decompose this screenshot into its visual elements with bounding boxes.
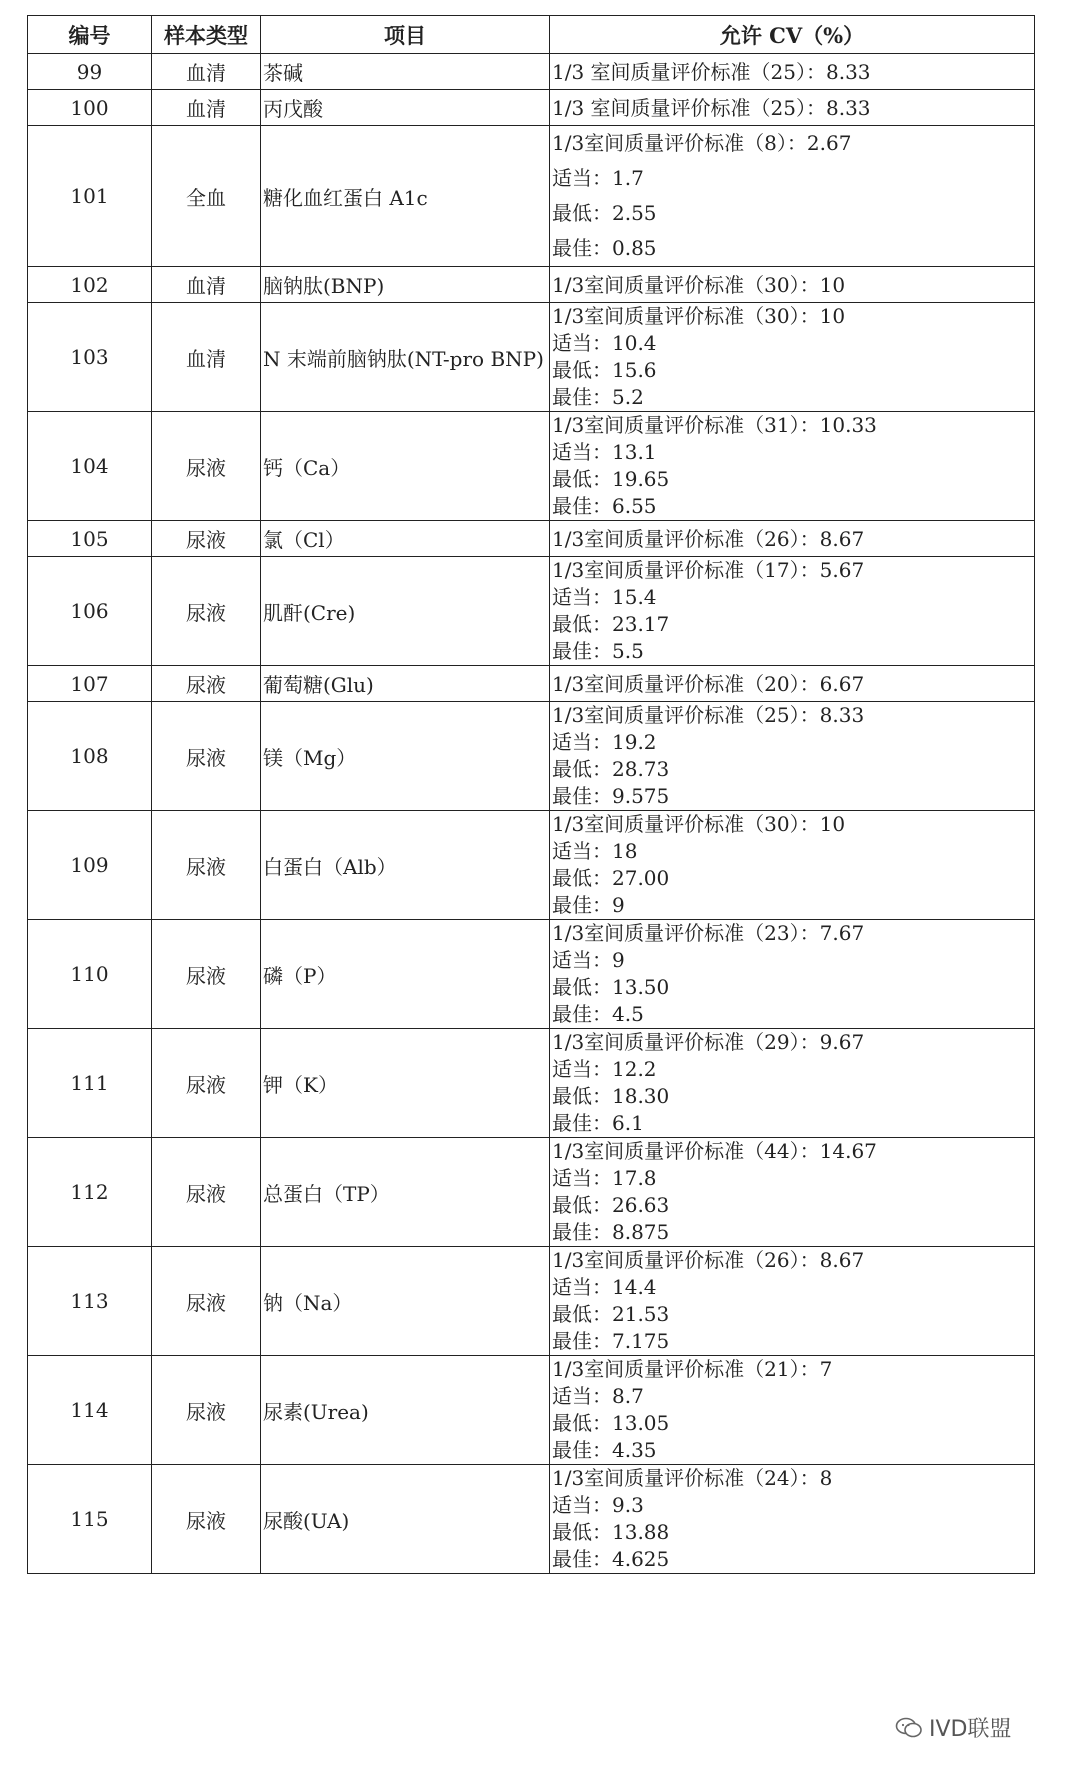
- cv-line: 最佳：8.875: [552, 1220, 670, 1244]
- cell-sample-type: 血清: [152, 267, 261, 303]
- cv-line: 最佳：6.55: [552, 494, 657, 518]
- cell-number: 99: [28, 54, 152, 90]
- cell-sample-type: 尿液: [152, 1465, 261, 1574]
- cell-sample-type: 尿液: [152, 557, 261, 666]
- cv-line: 最低：13.88: [552, 1520, 670, 1544]
- cv-line: 1/3室间质量评价标准（31）：10.33: [552, 413, 877, 437]
- cell-item: 氯（Cl）: [261, 521, 550, 557]
- cell-allowed-cv: [550, 666, 1035, 702]
- cell-sample-type: 尿液: [152, 702, 261, 811]
- cell-allowed-cv: [550, 1465, 1035, 1574]
- table-row: [28, 267, 1035, 303]
- cell-allowed-cv: [550, 90, 1035, 126]
- table-row: [28, 666, 1035, 702]
- table-row: [28, 811, 1035, 920]
- cell-number: 102: [28, 267, 152, 303]
- header-sample-type: 样本类型: [152, 16, 261, 54]
- cell-allowed-cv: [550, 702, 1035, 811]
- cv-line: 最低：13.05: [552, 1411, 670, 1435]
- cv-line: 适当：17.8: [552, 1166, 657, 1190]
- cv-line: 最佳：4.5: [552, 1002, 644, 1026]
- cv-line: 1/3室间质量评价标准（17）：5.67: [552, 558, 865, 582]
- cv-line: 最低：18.30: [552, 1084, 670, 1108]
- cell-sample-type: 尿液: [152, 1029, 261, 1138]
- cv-line: 适当：1.7: [552, 166, 644, 190]
- header-number: 编号: [28, 16, 152, 54]
- table-row: [28, 702, 1035, 811]
- cv-line: 最佳：9: [552, 893, 625, 917]
- cell-item: 茶碱: [261, 54, 550, 90]
- table-row: [28, 1356, 1035, 1465]
- cell-number: 107: [28, 666, 152, 702]
- cell-item: 葡萄糖(Glu): [261, 666, 550, 702]
- cell-sample-type: 尿液: [152, 1138, 261, 1247]
- cv-line: 1/3室间质量评价标准（25）：8.33: [552, 703, 865, 727]
- cv-line: 适当：10.4: [552, 331, 657, 355]
- cv-line: 1/3室间质量评价标准（30）：10: [552, 272, 846, 297]
- cell-allowed-cv: [550, 521, 1035, 557]
- cv-line: 最低：21.53: [552, 1302, 670, 1326]
- watermark: [895, 1712, 1011, 1743]
- cv-line: 1/3 室间质量评价标准（25）：8.33: [552, 95, 871, 120]
- cv-line: 最佳：9.575: [552, 784, 670, 808]
- cv-line: 1/3室间质量评价标准（30）：10: [552, 304, 846, 328]
- cv-line: 1/3室间质量评价标准（26）：8.67: [552, 1248, 865, 1272]
- cell-allowed-cv: [550, 1356, 1035, 1465]
- cell-item: 镁（Mg）: [261, 702, 550, 811]
- cell-number: 111: [28, 1029, 152, 1138]
- cell-sample-type: 全血: [152, 126, 261, 267]
- table-row: [28, 412, 1035, 521]
- cell-item: 钙（Ca）: [261, 412, 550, 521]
- table-row: [28, 1247, 1035, 1356]
- cell-number: 104: [28, 412, 152, 521]
- cv-line: 最低：19.65: [552, 467, 670, 491]
- cv-line: 1/3室间质量评价标准（26）：8.67: [552, 526, 865, 551]
- cell-number: 105: [28, 521, 152, 557]
- cell-number: 110: [28, 920, 152, 1029]
- cv-line: 1/3室间质量评价标准（44）：14.67: [552, 1139, 877, 1163]
- cell-allowed-cv: [550, 1247, 1035, 1356]
- table-row: [28, 920, 1035, 1029]
- cv-line: 最低：23.17: [552, 612, 670, 636]
- cell-item: 肌酐(Cre): [261, 557, 550, 666]
- cv-line: 最佳：5.5: [552, 639, 644, 663]
- header-allowed-cv: 允许 CV（%）: [550, 16, 1035, 54]
- table-row: [28, 126, 1035, 267]
- cell-sample-type: 尿液: [152, 521, 261, 557]
- cell-number: 114: [28, 1356, 152, 1465]
- watermark-text: IVD联盟: [929, 1717, 1012, 1742]
- cell-allowed-cv: [550, 54, 1035, 90]
- cv-line: 适当：14.4: [552, 1275, 657, 1299]
- cv-line: 适当：18: [552, 839, 638, 863]
- cv-line: 适当：9: [552, 948, 625, 972]
- cell-item: 磷（P）: [261, 920, 550, 1029]
- cell-sample-type: 血清: [152, 303, 261, 412]
- cell-allowed-cv: [550, 811, 1035, 920]
- header-item: 项目: [261, 16, 550, 54]
- table-row: [28, 557, 1035, 666]
- cell-item: 白蛋白（Alb）: [261, 811, 550, 920]
- cell-item: 脑钠肽(BNP): [261, 267, 550, 303]
- cv-line: 1/3室间质量评价标准（23）：7.67: [552, 921, 865, 945]
- cell-sample-type: 血清: [152, 54, 261, 90]
- cv-line: 最低：28.73: [552, 757, 670, 781]
- cv-line: 1/3室间质量评价标准（21）：7: [552, 1357, 833, 1381]
- cv-line: 最佳：0.85: [552, 236, 657, 260]
- cv-line: 最低：2.55: [552, 201, 657, 225]
- table-row: [28, 1138, 1035, 1247]
- cv-line: 适当：8.7: [552, 1384, 644, 1408]
- cell-item: 钾（K）: [261, 1029, 550, 1138]
- cell-item: 钠（Na）: [261, 1247, 550, 1356]
- cv-line: 适当：13.1: [552, 440, 657, 464]
- cv-line: 最佳：5.2: [552, 385, 644, 409]
- cell-sample-type: 尿液: [152, 811, 261, 920]
- cell-sample-type: 尿液: [152, 920, 261, 1029]
- table-header-row: [28, 16, 1035, 54]
- cell-number: 100: [28, 90, 152, 126]
- cell-item: 糖化血红蛋白 A1c: [261, 126, 550, 267]
- table-body: [28, 54, 1035, 1574]
- cell-sample-type: 尿液: [152, 666, 261, 702]
- cell-allowed-cv: [550, 920, 1035, 1029]
- cv-line: 1/3室间质量评价标准（29）：9.67: [552, 1030, 865, 1054]
- cv-line: 最佳：6.1: [552, 1111, 644, 1135]
- cv-line: 最佳：7.175: [552, 1329, 670, 1353]
- cell-number: 109: [28, 811, 152, 920]
- cell-number: 108: [28, 702, 152, 811]
- table-row: [28, 521, 1035, 557]
- cell-number: 113: [28, 1247, 152, 1356]
- cv-line: 1/3 室间质量评价标准（25）：8.33: [552, 59, 871, 84]
- cell-item: N 末端前脑钠肽(NT-pro BNP): [261, 303, 550, 412]
- cv-line: 最低：13.50: [552, 975, 670, 999]
- cv-line: 1/3室间质量评价标准（30）：10: [552, 812, 846, 836]
- cell-allowed-cv: [550, 412, 1035, 521]
- cv-line: 适当：9.3: [552, 1493, 644, 1517]
- cv-line: 最低：27.00: [552, 866, 670, 890]
- cell-item: 总蛋白（TP）: [261, 1138, 550, 1247]
- cell-item: 尿素(Urea): [261, 1356, 550, 1465]
- cell-number: 115: [28, 1465, 152, 1574]
- cell-item: 尿酸(UA): [261, 1465, 550, 1574]
- cv-line: 最佳：4.625: [552, 1547, 670, 1571]
- cv-line: 1/3室间质量评价标准（24）：8: [552, 1466, 833, 1490]
- cell-allowed-cv: [550, 1138, 1035, 1247]
- cell-number: 112: [28, 1138, 152, 1247]
- cell-allowed-cv: [550, 303, 1035, 412]
- table-row: [28, 90, 1035, 126]
- wechat-icon: [895, 1717, 923, 1739]
- cell-number: 106: [28, 557, 152, 666]
- cv-line: 1/3室间质量评价标准（8）：2.67: [552, 131, 852, 155]
- cv-table: [27, 15, 1035, 1574]
- cell-item: 丙戊酸: [261, 90, 550, 126]
- cv-line: 适当：15.4: [552, 585, 657, 609]
- cv-line: 最低：26.63: [552, 1193, 670, 1217]
- table-row: [28, 1465, 1035, 1574]
- cv-line: 最低：15.6: [552, 358, 657, 382]
- cv-line: 适当：12.2: [552, 1057, 657, 1081]
- cell-sample-type: 血清: [152, 90, 261, 126]
- cv-line: 适当：19.2: [552, 730, 657, 754]
- table-row: [28, 54, 1035, 90]
- cv-line: 最佳：4.35: [552, 1438, 657, 1462]
- cell-allowed-cv: [550, 126, 1035, 267]
- cell-number: 101: [28, 126, 152, 267]
- cv-line: 1/3室间质量评价标准（20）：6.67: [552, 671, 865, 696]
- cell-sample-type: 尿液: [152, 412, 261, 521]
- cell-allowed-cv: [550, 557, 1035, 666]
- cell-sample-type: 尿液: [152, 1356, 261, 1465]
- table-row: [28, 1029, 1035, 1138]
- table-row: [28, 303, 1035, 412]
- cell-number: 103: [28, 303, 152, 412]
- cell-allowed-cv: [550, 1029, 1035, 1138]
- cell-allowed-cv: [550, 267, 1035, 303]
- cell-sample-type: 尿液: [152, 1247, 261, 1356]
